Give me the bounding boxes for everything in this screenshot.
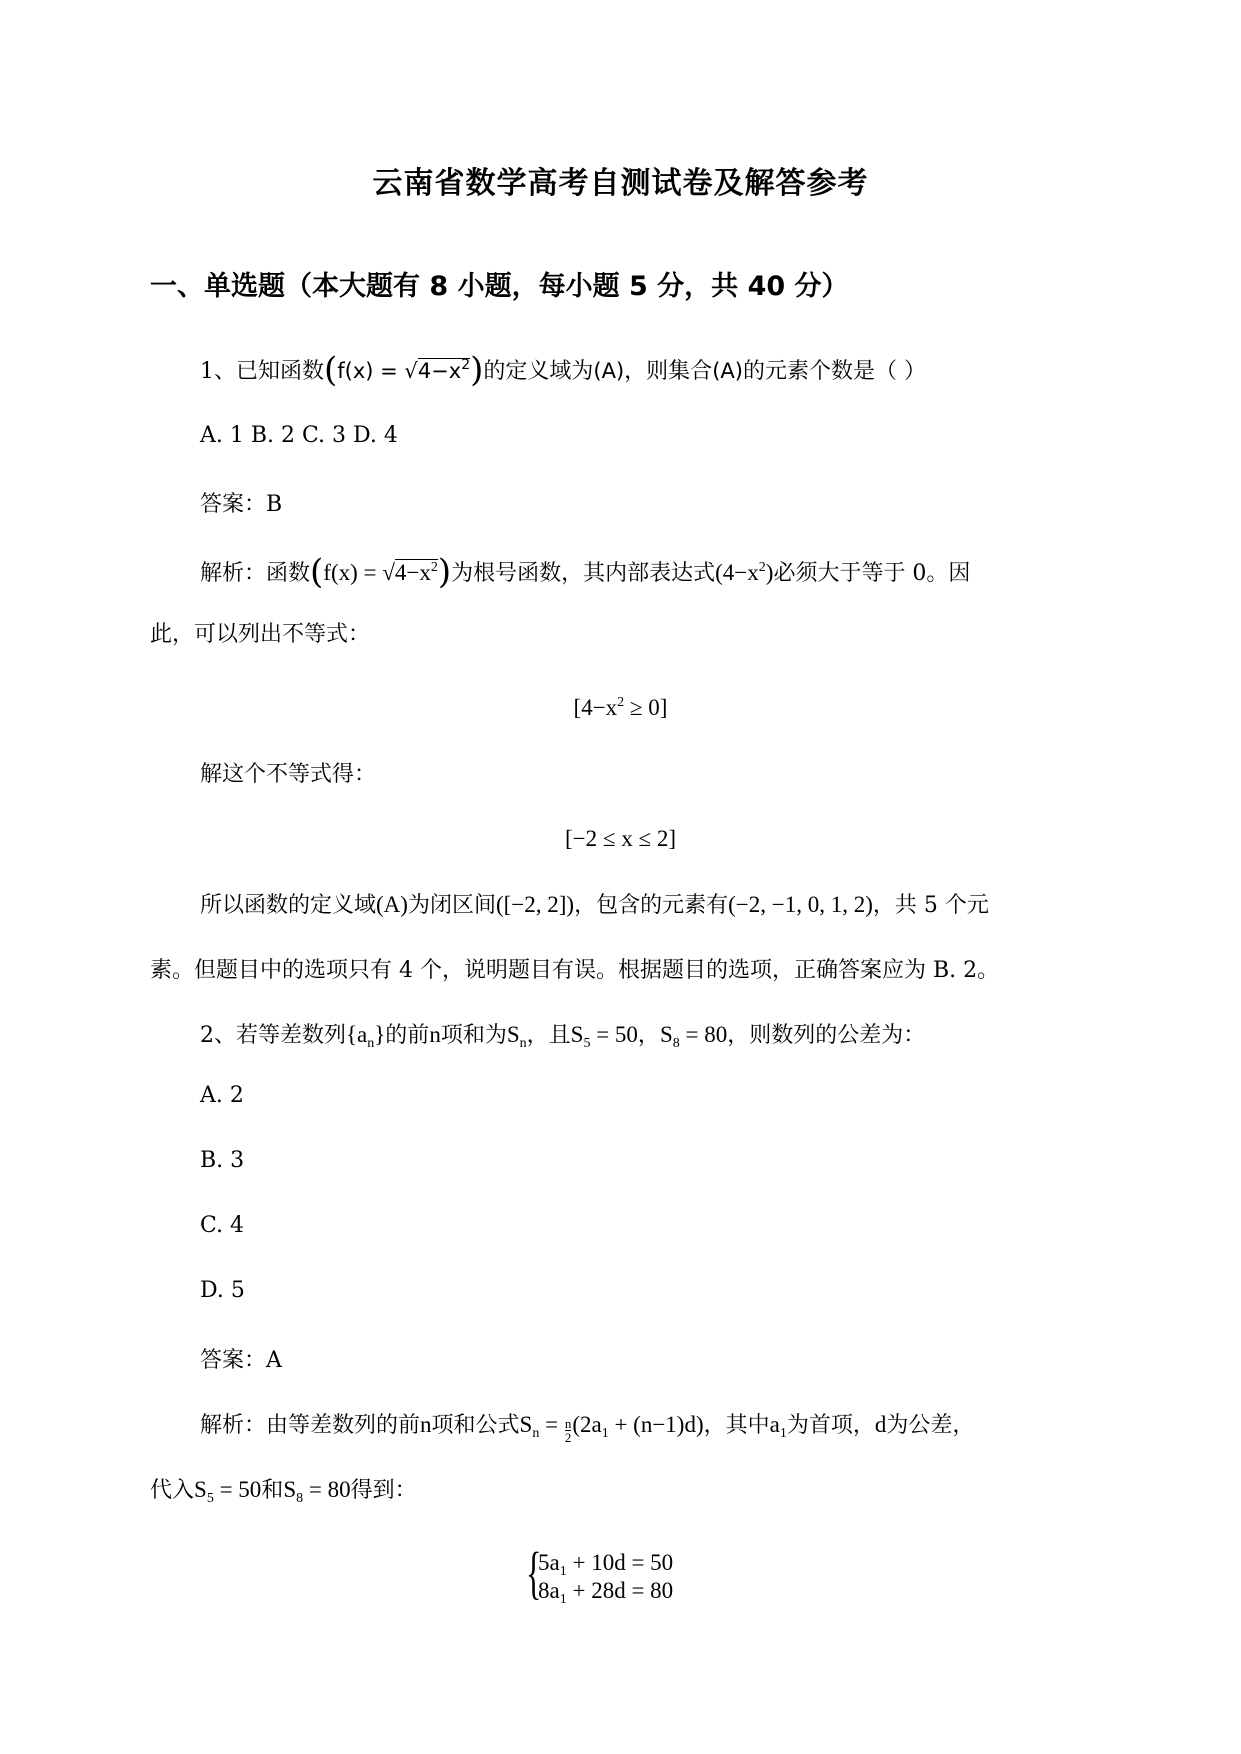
q2-option-d: D. 5: [200, 1278, 245, 1303]
q1-inequality-1: $[4-x^2 \ge 0]$: [573, 695, 668, 720]
q2-analysis-line2: 代入$S_5 = 50$和$S_8 = 80$得到：: [150, 1477, 417, 1506]
q2-equation-1: $5a_1 + 10d = 50$: [538, 1550, 674, 1579]
q1-conclusion-line1: 所以函数的定义域(A)为闭区间([−2, 2])，包含的元素有(−2, −1, 0, 1, 2)，共 5 个元: [200, 892, 989, 918]
q2-option-c: C. 4: [200, 1213, 245, 1238]
q1-analysis-line2: 此，可以列出不等式：: [150, 622, 371, 647]
q1-answer: 答案：B: [200, 492, 283, 517]
q1-analysis-line1: 解析：函数$(f(x) = √4-x^2)$为根号函数，其内部表达式$(4-x^2)$必须大于等于 0。因: [200, 552, 971, 592]
left-brace: {: [526, 1540, 542, 1605]
q1-inequality-2: [−2 ≤ x ≤ 2]: [564, 826, 677, 851]
q2-answer: 答案：A: [200, 1348, 282, 1373]
q2-option-a: A. 2: [200, 1083, 244, 1108]
q1-solve-text: 解这个不等式得：: [200, 762, 377, 787]
q2-option-b: B. 3: [200, 1148, 245, 1173]
q2-analysis-line1: 解析：由等差数列的前n项和公式$S_n$ = $\frac{n}{2}$ $(2a_1 + (n-1)d)$，其中$a_1$为首项，d为公差，: [200, 1412, 975, 1445]
q1-stem: 1、已知函数$(f(x) = √4-x^2)$的定义域为(A)，则集合(A)的元素个数是（ ）: [200, 350, 926, 390]
document-title: 云南省数学高考自测试卷及解答参考: [372, 166, 869, 201]
q1-conclusion-line2: 素。但题目中的选项只有 4 个，说明题目有误。根据题目的选项，正确答案应为 B. 2。: [150, 958, 1000, 983]
section-heading: 一、单选题（本大题有 8 小题，每小题 5 分，共 40 分）: [150, 271, 849, 302]
q2-equation-2: $8a_1 + 28d = 80$: [538, 1578, 674, 1607]
q1-function: $f(x) = √4-x^2$: [337, 357, 471, 383]
q2-stem: 2、若等差数列$\{a_n\}$的前n项和为$S_n$，且$S_5 = 50$，$S_8 = 80$，则数列的公差为：: [200, 1022, 926, 1051]
q1-options: A. 1 B. 2 C. 3 D. 4: [200, 423, 398, 448]
